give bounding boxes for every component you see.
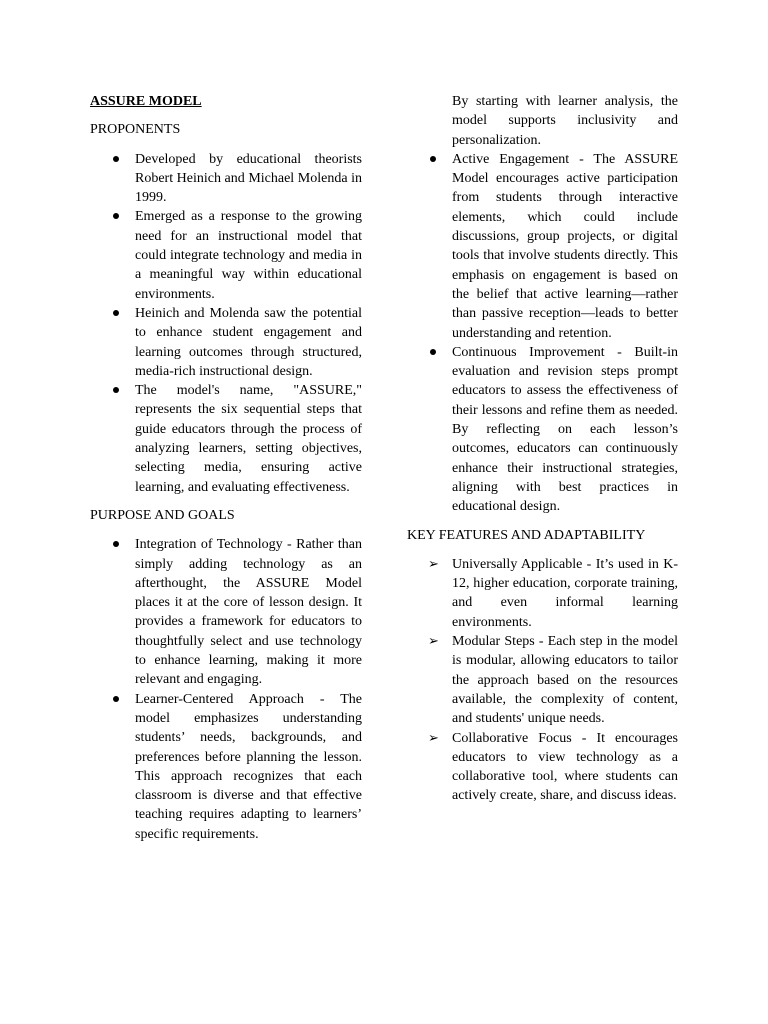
purpose-list: [90, 535, 362, 844]
left-column: [90, 92, 362, 844]
proponents-list: [90, 150, 362, 497]
list-item: [90, 150, 362, 208]
features-heading: KEY FEATURES AND ADAPTABILITY: [407, 527, 646, 543]
list-item-continuation: By starting with learner analysis, the model supports inclusivity and personalization.: [452, 94, 678, 148]
purpose-list-continued: [407, 150, 678, 517]
list-item: [90, 690, 362, 844]
proponents-heading: PROPONENTS: [90, 122, 181, 138]
arrow-bullet-icon: ➢: [428, 556, 439, 572]
right-column: [407, 92, 678, 806]
purpose-heading: PURPOSE AND GOALS: [90, 507, 235, 523]
list-item-text: Active Engagement - The ASSURE Model encourages active participation from students through interactive elements, which could include discussions, group projects, or digital tools that involve students directly. This emphasis on engagement is based on the belief that active learning—rather than passive reception—leads to better understanding and retention.: [452, 151, 678, 341]
list-item: [407, 729, 678, 806]
list-item-text: Integration of Technology - Rather than simply adding technology as an afterthought, the ASSURE Model places it at the core of lesson design. It provides a framework for educators to thoughtfully select and use technology to enhance learning, making it more relevant and engaging.: [135, 537, 362, 688]
list-item-text: Heinich and Molenda saw the potential to enhance student engagement and learning outcomes through structured, media-rich instructional design.: [135, 305, 362, 379]
list-item: [407, 632, 678, 728]
list-item-text: Learner-Centered Approach - The model emphasizes understanding students’ needs, backgrounds, and preferences before planning the lesson. This approach recognizes that each classroom is diverse and that effective teaching requires adapting to learners’ specific requirements.: [135, 691, 362, 842]
list-item-text: Developed by educational theorists Robert Heinich and Michael Molenda in 1999.: [135, 151, 362, 206]
list-item-text: Emerged as a response to the growing need for an instructional model that could integrate technology and media in a meaningful way within educational environments.: [135, 209, 362, 302]
list-item-text: Modular Steps - Each step in the model is modular, allowing educators to tailor the approach based on the resources available, the complexity of content, and students' unique needs.: [452, 634, 678, 727]
list-item: [90, 381, 362, 497]
list-item-text: The model's name, "ASSURE," represents the six sequential steps that guide educators through the process of analyzing learners, setting objectives, selecting media, ensuring active learning, and evaluating effectiveness.: [135, 383, 362, 495]
list-item-text: Continuous Improvement - Built-in evaluation and revision steps prompt educators to assess the effectiveness of their lessons and refine them as needed. By reflecting on each lesson’s outcomes, educators can continuously enhance their instructional strategies, aligning with best practices in educational design.: [452, 344, 678, 515]
list-item: [407, 555, 678, 632]
list-item: [407, 150, 678, 343]
arrow-bullet-icon: ➢: [428, 730, 439, 746]
list-item: [90, 535, 362, 689]
list-item-text: Collaborative Focus - It encourages educators to view technology as a collaborative tool, where students can actively create, share, and discuss ideas.: [452, 730, 678, 804]
list-item: [90, 304, 362, 381]
features-list: [407, 555, 678, 806]
arrow-bullet-icon: ➢: [428, 634, 439, 650]
list-item: [407, 343, 678, 517]
document-title: ASSURE MODEL: [90, 94, 202, 109]
list-item-text: Universally Applicable - It’s used in K-12, higher education, corporate training, and even informal learning environments.: [452, 556, 678, 630]
list-item: [90, 207, 362, 303]
